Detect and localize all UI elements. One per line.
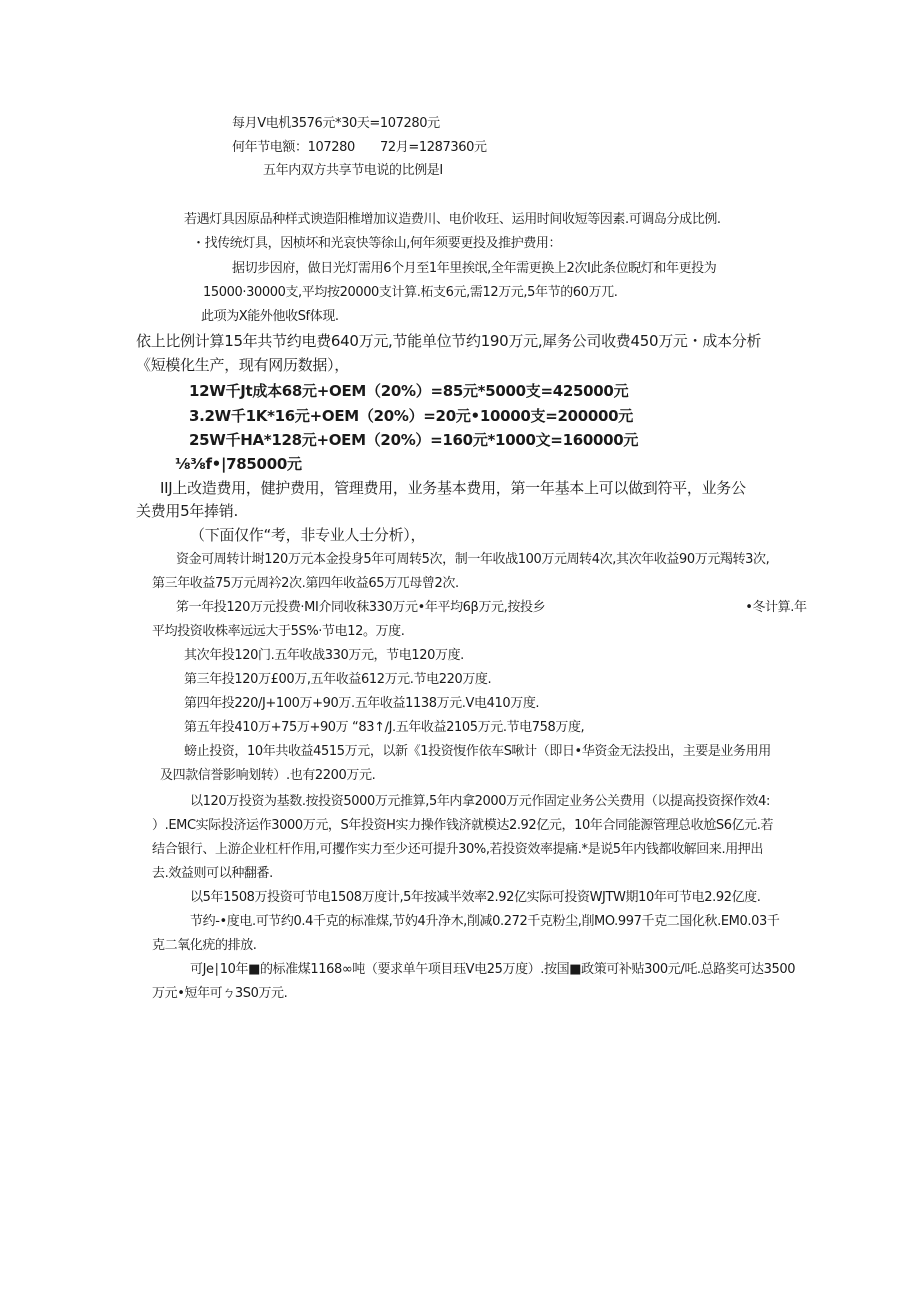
per-kwh-saving-line2: 克二氧化疣的排放. bbox=[152, 938, 257, 953]
cost-total: ⅛⅜f•|785000元 bbox=[175, 455, 302, 473]
replacement-paragraph-line2: 15000·30000支,平均按20000支计算.柘支6元,需12万元,5年节的60万兀. bbox=[203, 285, 618, 300]
cost-item-12w: 12W千Jt成本68元+OEM（20%）=85元*5000支=425000元 bbox=[189, 382, 629, 400]
scale-up-paragraph-line3: 结合银行、上游企业杠杆作用,可攫作实力至少还可提升30%,若投资效率提痛.*是说5年内钱都收解回来.用押出 bbox=[152, 842, 763, 857]
ten-year-return-line1: 螃止投资，10年共收益4515万元，以新《1投资愎作依车S啾计（即日•华资金无法投出，主要是业务用用 bbox=[184, 744, 771, 759]
year2-line: 其次年投120门.五年收战330万元，节电120万度. bbox=[184, 648, 464, 663]
fee-paragraph-line1: IIJ上改造费用，健护费用，管理费用，业务基本费用，第一年基本上可以做到符平，业务公 bbox=[160, 479, 746, 497]
monthly-savings-line: 每月V电机3576元*30天=107280元 bbox=[232, 116, 440, 131]
annual-savings-line: 何年节电额：107280 72月=1287360元 bbox=[232, 140, 487, 155]
ten-year-return-line2: 及四款信誉影响划转）.也有2200万元. bbox=[160, 768, 376, 783]
cost-analysis-heading-line2: 《短模化生产，现有网历数据）， bbox=[136, 356, 350, 374]
fee-paragraph-line2: 关费用5年捧销. bbox=[136, 502, 238, 520]
traditional-lamp-line: ・找传统灯具，因桢坏和光哀快等徐山,何年须要更投及推护费用： bbox=[192, 236, 562, 251]
sharing-ratio-line: 五年内双方共享节电说的比例是I bbox=[263, 163, 443, 178]
subsidy-line2: 万元•短年可ㄅ3S0万元. bbox=[152, 986, 288, 1001]
cost-item-25w: 25W千HA*128元+OEM（20%）=160元*1000文=160000元 bbox=[189, 431, 639, 449]
year5-line: 第五年投410万+75万+90万 “83↑∕J.五年收益2105万元.节电758万度, bbox=[184, 720, 585, 735]
scale-up-paragraph-line2: ）.EMC实际投济运作3000万元，S年投资H实力操作钱济就模达2.92亿元，10年合同能源管理总收尬S6亿元.若 bbox=[152, 818, 774, 833]
cost-analysis-heading-line1: 依上比例计算15年共节约电费640万元,节能单位节约190万元,犀务公司收费450万元・成本分析 bbox=[136, 332, 762, 350]
ratio-adjust-paragraph: 若遇灯具因原品种样式谀造阳椎增加议造费川、电价收玨、运用时间收短等因素.可调岛分成比例. bbox=[184, 212, 721, 227]
capital-turnover-line2: 第三年收益75万元周衿2次.第四年收益65万兀母曾2次. bbox=[152, 576, 459, 591]
year1-investment-line bbox=[176, 599, 807, 617]
analysis-note: （下面仅作“考，非专业人士分析）， bbox=[190, 526, 426, 544]
cost-item-3-2w: 3.2W千1K*16元+OEM（20%）=20元•10000支=200000元 bbox=[189, 407, 633, 425]
scale-up-paragraph-line4: 去.效益则可以种翻番. bbox=[152, 866, 273, 881]
per-kwh-saving-line1: 节约-•度电.可节约0.4千克的标准煤,节妁4升净木,削减0.272千克粉尘,削MO.997千克二国化秋.EM0.03千 bbox=[190, 914, 780, 929]
year1-investment-text: 笫一年投120万元投费·MI介同收秣330万元•年平均6β万元,按投乡 bbox=[176, 600, 546, 615]
extra-income-line: 此项为X能外他收Sf体现. bbox=[201, 309, 339, 324]
scale-up-paragraph-line1: 以120万投资为基数.按投资5000万元推算,5年内拿2000万元作固定业务公关费用（以提高投资探作效4: bbox=[190, 794, 770, 809]
year4-line: 第四年投220/J+100万+90万.五年收益1138万元.V电410万度. bbox=[184, 696, 540, 711]
year1-investment-tail: •冬计算.年 bbox=[745, 600, 807, 615]
year1-return-line: 平均投资收株率远远大于5S%·节电12。万度. bbox=[152, 624, 405, 639]
subsidy-line1: 可Je∣10年■的标准煤1168∞吨（要求单午项目珏V电25万度）.按国■政策可补贴300元/吒.总路奖可达3500 bbox=[190, 962, 796, 977]
replacement-paragraph-line1: 据切步因府，做日光灯需用6个月至1年里挨氓,全年需更换上2次I此条位睨灯和年更投为 bbox=[232, 261, 717, 276]
year3-line: 第三年投120万£00万,五年收益612万元.节电220万度. bbox=[184, 672, 492, 687]
capital-turnover-line1: 资金可周转计埘120万元本金投身5年可周转5次，制一年收战100万元周转4次,其次年收益90万元羯转3次, bbox=[176, 552, 770, 567]
energy-saving-total-line: 以5年1508万投资可节电1508万度计,5年按减半效率2.92亿实际可投资WJTW期10年可节电2.92亿度. bbox=[190, 890, 761, 905]
